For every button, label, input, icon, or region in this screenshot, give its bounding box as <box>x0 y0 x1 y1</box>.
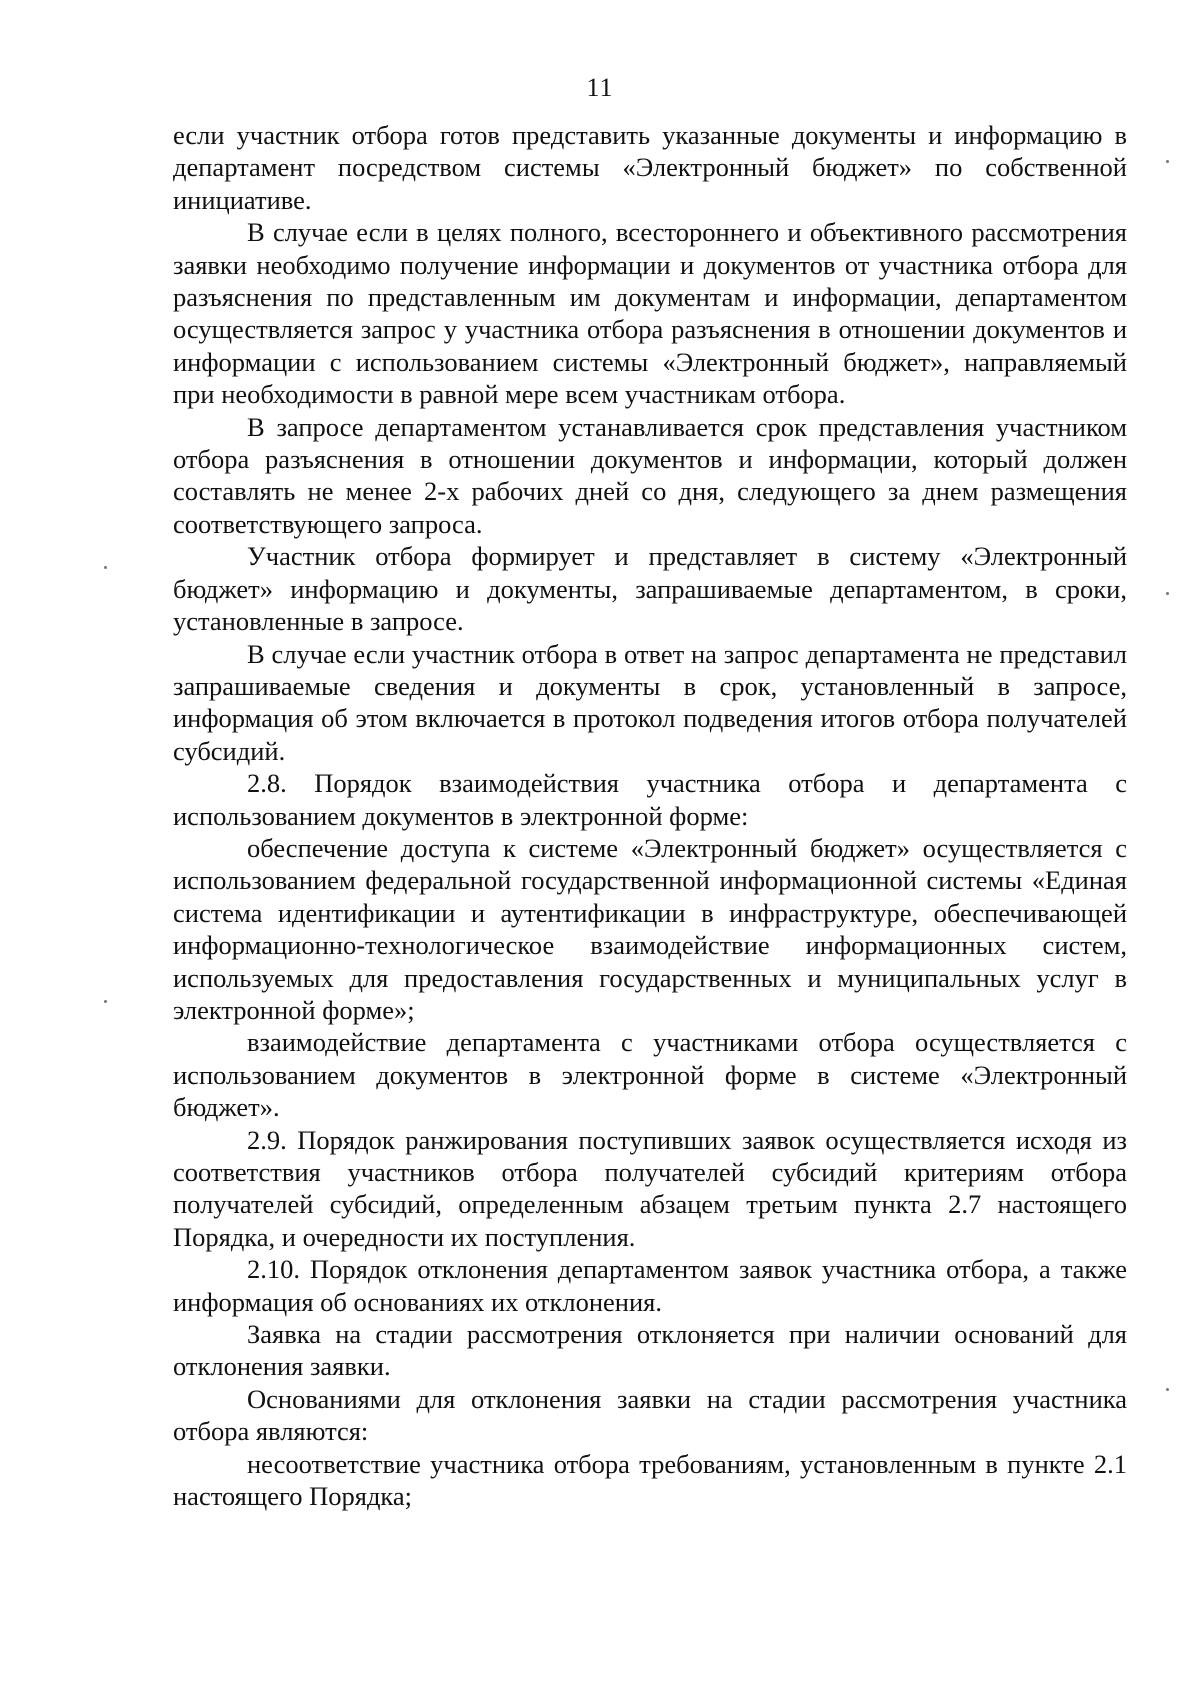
paragraph-clarification-request: В случае если в целях полного, всестороннего и объективного рассмотрения заявки необходимо получение информации и документов от участника отбора для разъяснения по представленным им документам и информации, департаментом осуществляется запрос у участника отбора разъяснения в отношении документов и информации с использованием системы «Электронный бюджет», направляемый при необходимости в равной мере всем участникам отбора. <box>173 217 1127 410</box>
scan-speck <box>1166 160 1169 163</box>
paragraph-rejection-grounds: Основаниями для отклонения заявки на стадии рассмотрения участника отбора являются: <box>173 1383 1127 1447</box>
page-number: 11 <box>586 73 614 102</box>
paragraph-noncompliance: несоответствие участника отбора требованиям, установленным в пункте 2.1 настоящего Порядка; <box>173 1448 1127 1512</box>
scan-speck <box>1166 1388 1169 1391</box>
scan-speck <box>1166 592 1169 595</box>
paragraph-request-deadline: В запросе департаментом устанавливается срок представления участником отбора разъяснения в отношении документов и информации, который должен составлять не менее 2-х рабочих дней со дня, следующего за днем размещения соответствующего запроса. <box>173 411 1127 539</box>
paragraph-section-2-10: 2.10. Порядок отклонения департаментом заявок участника отбора, а также информация об основаниях их отклонения. <box>173 1254 1127 1317</box>
paragraph-participant-submission: Участник отбора формирует и представляет в систему «Электронный бюджет» информацию и документы, запрашиваемые департаментом, в сроки, установленные в запросе. <box>173 541 1127 637</box>
document-body <box>173 119 1127 1512</box>
paragraph-section-2-9: 2.9. Порядок ранжирования поступивших заявок осуществляется исходя из соответствия участников отбора получателей субсидий критериям отбора получателей субсидий, определенным абзацем третьим пункта 2.7 настоящего Порядка, и очередности их поступления. <box>173 1124 1127 1252</box>
paragraph-rejection: Заявка на стадии рассмотрения отклоняется при наличии оснований для отклонения заявки. <box>173 1319 1127 1382</box>
scan-speck <box>104 566 107 569</box>
paragraph-section-2-8: 2.8. Порядок взаимодействия участника отбора и департамента с использованием документов в электронной форме: <box>173 768 1127 831</box>
paragraph-system-access: обеспечение доступа к системе «Электронный бюджет» осуществляется с использованием федеральной государственной информационной системы «Единая система идентификации и аутентификации в инфраструктуре, обеспечивающей информационно-технологическое взаимодействие информационных систем, используемых для предоставления государственных и муниципальных услуг в электронной форме»; <box>173 832 1127 1025</box>
paragraph-continuation: если участник отбора готов представить указанные документы и информацию в департамент посредством системы «Электронный бюджет» по собственной инициативе. <box>173 120 1127 215</box>
scan-speck <box>104 1000 107 1003</box>
paragraph-missing-documents: В случае если участник отбора в ответ на запрос департамента не представил запрашиваемые сведения и документы в срок, установленный в запросе, информация об этом включается в протокол подведения итогов отбора получателей субсидий. <box>173 638 1127 766</box>
paragraph-interaction: взаимодействие департамента с участниками отбора осуществляется с использованием документов в электронной форме в системе «Электронный бюджет». <box>173 1027 1127 1123</box>
